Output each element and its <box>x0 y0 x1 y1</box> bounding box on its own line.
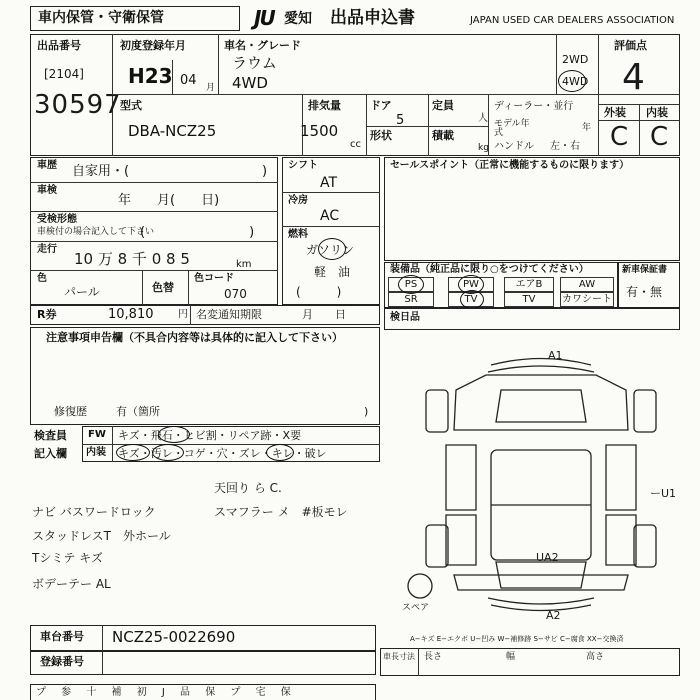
shape-label: 形状 <box>370 129 392 142</box>
drive-2wd: 2WD <box>562 53 589 66</box>
note-line-6: ボデーテー AL <box>32 577 111 591</box>
type-value: DBA-NCZ25 <box>128 122 217 140</box>
equip-sr: SR <box>388 292 434 307</box>
diagram-rear-mark: A2 <box>546 609 561 622</box>
model-name: ラウム <box>232 54 277 72</box>
drive-4wd-circle <box>558 70 589 92</box>
displacement-label: 排気量 <box>308 99 341 112</box>
note-line-1: 天回り ら C. <box>214 481 282 495</box>
lot-number: 30597 <box>34 90 122 120</box>
model-label: 車名・グレード <box>224 39 301 52</box>
registration-label: 初度登録年月 <box>120 39 186 52</box>
diagram-side-mark: ーU1 <box>650 487 677 500</box>
aircon-label: 冷房 <box>288 195 308 206</box>
equip-ps: PS <box>388 277 434 292</box>
exterior-label: 外装 <box>604 106 626 119</box>
inspector-staff-label: 検査員 <box>34 429 67 442</box>
mileage-unit: km <box>236 259 252 270</box>
name-change-label: 名変通知期限 <box>196 308 262 321</box>
capacity-unit: 人 <box>478 113 488 124</box>
length-label: 長さ <box>424 652 443 662</box>
repaint-label: 色替 <box>152 281 174 294</box>
color-value: パール <box>64 285 100 299</box>
reception-label: 受検形態 <box>37 214 77 225</box>
car-diagram <box>396 350 686 620</box>
notes-label: 注意事項申告欄（不具合内容等は具体的に記入して下さい） <box>46 331 343 344</box>
reception-note: 車検付の場合記入して下さい <box>37 227 155 237</box>
chassis-value: NCZ25-0022690 <box>112 628 236 646</box>
note-line-3: スマフラー メ #板モレ <box>214 505 348 519</box>
note-line-2: ナビ バスワードロック <box>32 505 156 519</box>
mileage-label: 走行 <box>37 244 57 255</box>
usage-label: 車歴 <box>37 160 57 171</box>
equip-ps-circle <box>398 275 424 294</box>
interior-stain-circle <box>152 444 184 461</box>
color-code-value: 070 <box>224 287 247 301</box>
load-unit: kg <box>478 143 489 153</box>
interior-shift-circle <box>266 444 294 461</box>
equip-tv-b: TV <box>504 292 554 307</box>
warranty-value: 有・無 <box>626 285 663 299</box>
fuel-label: 燃料 <box>288 229 308 240</box>
ju-logo: JU <box>254 6 274 30</box>
equipment-label: 装備品（純正品に限り○をつけてください） <box>390 264 589 275</box>
fuel-paren: ( ) <box>296 285 342 299</box>
model-year-unit: 年 <box>582 123 592 133</box>
equip-pw: PW <box>448 277 494 292</box>
damage-legend: A−キズ E−エクボ U−凹み W−補修跡 S−サビ C−腐食 XX−交換済 <box>410 635 624 643</box>
drive-4wd: 4WD <box>562 75 589 88</box>
logo-text: 愛知 <box>284 11 312 27</box>
interior-scratch-circle <box>116 444 150 461</box>
score-value: 4 <box>622 57 645 98</box>
equip-tv-circle <box>460 290 484 309</box>
storage-label: 車内保管・守衛保管 <box>38 10 164 26</box>
capacity-label: 定員 <box>432 99 454 112</box>
color-label: 色 <box>37 273 47 284</box>
inspector-label: 検日品 <box>390 312 420 323</box>
interior-code-label: 内装 <box>86 447 106 458</box>
dealer-label: ディーラー・並行 <box>494 101 574 112</box>
note-line-5: Tシミテ キズ <box>32 551 103 565</box>
inspection-label: 車検 <box>37 185 57 196</box>
handle-label: ハンドル <box>494 141 534 152</box>
chassis-label: 車台番号 <box>40 630 84 643</box>
equip-leather: カワシート <box>562 294 612 305</box>
exterior-value: C <box>610 122 629 152</box>
sales-point-label: セールスポイント（正常に機能するものに限ります） <box>390 160 630 171</box>
diagram-roof-mark: UA2 <box>536 551 559 564</box>
measure-label: 車長寸法 <box>383 652 415 661</box>
height-label: 高さ <box>586 652 605 662</box>
equip-aw: AW <box>560 277 614 292</box>
type-label: 型式 <box>120 99 142 112</box>
fw-chip-circle <box>158 426 190 443</box>
reception-paren: ( ) <box>140 225 255 240</box>
color-code-label: 色コード <box>194 273 234 284</box>
sales-point-block <box>384 157 680 261</box>
registration-number-label: 登録番号 <box>40 655 84 668</box>
fw-items: キズ・飛石・ヒビ割・リペア跡・X要 <box>118 429 302 442</box>
score-label: 評価点 <box>614 39 647 52</box>
fuel-circle <box>318 238 346 260</box>
displacement-unit: cc <box>350 139 361 150</box>
model-grade: 4WD <box>232 74 268 92</box>
width-label: 幅 <box>506 652 516 662</box>
name-change-unit: 月 日 <box>302 308 346 321</box>
aircon-value: AC <box>320 208 340 224</box>
fuel-diesel: 軽 油 <box>314 265 351 279</box>
warranty-label: 新車保証書 <box>622 265 668 275</box>
writer-label: 記入欄 <box>34 447 67 460</box>
inspector-block <box>384 308 680 330</box>
repair-label: 修復歴 <box>54 405 87 418</box>
fuel-value: ガソリン <box>306 243 355 257</box>
bottom-strip-text: プ 参 十 補 初 J 品 保 プ 宅 保 <box>36 687 297 698</box>
interior-label: 内装 <box>646 106 668 119</box>
shift-label: シフト <box>288 160 318 171</box>
r-value: 10,810 <box>108 307 154 322</box>
usage-value: 自家用・( <box>72 164 130 179</box>
repair-value: 有（箇所 <box>116 405 160 418</box>
shift-value: AT <box>320 175 338 191</box>
note-line-4: スタッドレスT 外ホール <box>32 529 171 543</box>
diagram-front-mark: A1 <box>548 349 563 362</box>
repair-close: ) <box>364 405 369 418</box>
interior-items: キズ・汚レ・コゲ・穴・ズレ・キレ・破レ <box>118 447 327 460</box>
lot-code: [2104] <box>44 67 84 81</box>
model-year-label: モデル年式 <box>494 119 530 138</box>
displacement-value: 1500 <box>300 122 339 140</box>
load-label: 積載 <box>432 129 454 142</box>
r-label: R券 <box>37 308 57 321</box>
handle-value: 左・右 <box>550 141 580 152</box>
fw-label: FW <box>88 429 106 440</box>
doors-value: 5 <box>396 113 405 128</box>
registration-year: H23 <box>128 64 173 88</box>
inspection-value: 年 月( 日) <box>118 193 220 208</box>
lot-label: 出品番号 <box>37 39 81 52</box>
mileage-value: 10 万 8 千 0 8 5 <box>74 250 190 268</box>
association-name: JAPAN USED CAR DEALERS ASSOCIATION <box>470 15 675 26</box>
equip-airbag: エアB <box>504 277 554 292</box>
registration-month: 04 <box>180 73 197 88</box>
equip-tv-a: TV <box>448 292 494 307</box>
r-unit: 円 <box>178 309 188 320</box>
usage-close: ) <box>262 164 268 179</box>
spare-label: スペア <box>402 603 430 613</box>
registration-month-unit: 月 <box>206 83 216 93</box>
interior-value: C <box>650 122 669 152</box>
doors-label: ドア <box>370 99 392 112</box>
form-title: 出品申込書 <box>330 8 415 28</box>
